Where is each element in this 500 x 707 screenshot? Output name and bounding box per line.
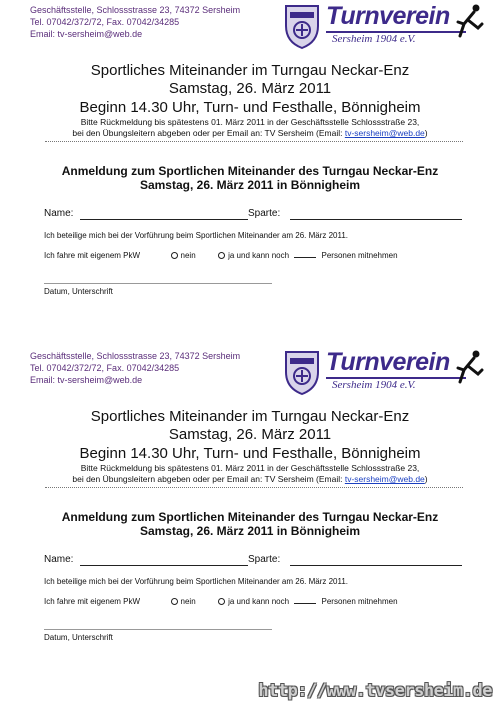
name-label: Name:	[44, 208, 74, 219]
radio-no[interactable]	[171, 598, 178, 605]
name-field[interactable]	[80, 219, 248, 220]
contact-block	[30, 4, 240, 40]
email-link[interactable]: tv-sersheim@web.de	[344, 128, 425, 138]
contact-address: Geschäftsstelle, Schlossstrasse 23, 74372 Sersheim	[30, 5, 241, 15]
form-subtitle: Samstag, 26. März 2011 in Bönnigheim	[139, 178, 361, 192]
signature-field[interactable]	[44, 629, 272, 630]
reply-note: Bitte Rückmeldung bis spätestens 01. März 2011 in der Geschäftsstelle Schlossstraße 23,	[80, 463, 420, 473]
car-label: Ich fahre mit eigenem PkW	[44, 597, 141, 606]
sparte-label: Sparte:	[248, 208, 281, 219]
event-title: Sportliches Miteinander im Turngau Neckar-Enz	[90, 62, 410, 79]
form-subtitle: Samstag, 26. März 2011 in Bönnigheim	[139, 524, 361, 538]
event-start: Beginn 14.30 Uhr, Turn- und Festhalle, Bönnigheim	[79, 99, 421, 116]
name-field[interactable]	[80, 565, 248, 566]
persons-count-field[interactable]	[294, 257, 316, 258]
name-sparte-row	[44, 208, 464, 222]
name-label: Name:	[44, 554, 74, 565]
club-logo	[282, 2, 482, 56]
contact-phone: Tel. 07042/372/72, Fax. 07042/34285	[30, 17, 180, 27]
club-emblem-icon	[282, 348, 322, 398]
radio-yes-label: ja und kann noch	[228, 597, 290, 606]
logo-name: Turnverein	[326, 2, 450, 30]
sparte-field[interactable]	[290, 565, 462, 566]
name-sparte-row	[44, 554, 464, 568]
signature-label: Datum, Unterschrift	[44, 633, 113, 642]
reply-note: Bitte Rückmeldung bis spätestens 01. März 2011 in der Geschäftsstelle Schlossstraße 23,	[80, 117, 420, 127]
contact-phone: Tel. 07042/372/72, Fax. 07042/34285	[30, 363, 180, 373]
radio-no-label: nein	[180, 251, 196, 260]
sparte-label: Sparte:	[248, 554, 281, 565]
contact-email: Email: tv-sersheim@web.de	[30, 375, 143, 385]
participation-statement: Ich beteilige mich bei der Vorführung beim Sportlichen Miteinander am 26. März 2011.	[44, 577, 349, 586]
club-logo	[282, 348, 482, 402]
participation-statement: Ich beteilige mich bei der Vorführung beim Sportlichen Miteinander am 26. März 2011.	[44, 231, 349, 240]
cut-line	[45, 487, 463, 488]
persons-count-field[interactable]	[294, 603, 316, 604]
contact-email: Email: tv-sersheim@web.de	[30, 29, 143, 39]
event-date: Samstag, 26. März 2011	[168, 80, 332, 97]
radio-yes[interactable]	[218, 252, 225, 259]
car-row	[44, 597, 398, 606]
logo-subtitle: Sersheim 1904 e.V.	[332, 379, 416, 391]
radio-no[interactable]	[171, 252, 178, 259]
cut-line	[45, 141, 463, 142]
form-title: Anmeldung zum Sportlichen Miteinander des Turngau Neckar-Enz	[61, 164, 439, 178]
event-start: Beginn 14.30 Uhr, Turn- und Festhalle, Bönnigheim	[79, 445, 421, 462]
logo-name: Turnverein	[326, 348, 450, 376]
gymnast-icon	[454, 348, 484, 388]
registration-form-top	[0, 0, 500, 340]
sparte-field[interactable]	[290, 219, 462, 220]
radio-yes[interactable]	[218, 598, 225, 605]
contact-address: Geschäftsstelle, Schlossstrasse 23, 74372 Sersheim	[30, 351, 241, 361]
car-row	[44, 251, 398, 260]
signature-field[interactable]	[44, 283, 272, 284]
gymnast-icon	[454, 2, 484, 42]
car-suffix: Personen mitnehmen	[321, 251, 398, 260]
event-title: Sportliches Miteinander im Turngau Neckar-Enz	[90, 408, 410, 425]
radio-yes-label: ja und kann noch	[228, 251, 290, 260]
signature-label: Datum, Unterschrift	[44, 287, 113, 296]
radio-no-label: nein	[180, 597, 196, 606]
form-title: Anmeldung zum Sportlichen Miteinander des Turngau Neckar-Enz	[61, 510, 439, 524]
website-watermark: http://www.tvsersheim.de	[258, 681, 492, 701]
contact-block	[30, 350, 240, 386]
car-suffix: Personen mitnehmen	[321, 597, 398, 606]
email-link[interactable]: tv-sersheim@web.de	[344, 474, 425, 484]
event-date: Samstag, 26. März 2011	[168, 426, 332, 443]
logo-subtitle: Sersheim 1904 e.V.	[332, 33, 416, 45]
reply-note-email: bei den Übungsleitern abgeben oder per Email an: TV Sersheim (Email: tv-sersheim@web.de)	[72, 474, 428, 484]
reply-note-email: bei den Übungsleitern abgeben oder per Email an: TV Sersheim (Email: tv-sersheim@web.de)	[72, 128, 428, 138]
club-emblem-icon	[282, 2, 322, 52]
car-label: Ich fahre mit eigenem PkW	[44, 251, 141, 260]
registration-form-bottom	[0, 346, 500, 686]
